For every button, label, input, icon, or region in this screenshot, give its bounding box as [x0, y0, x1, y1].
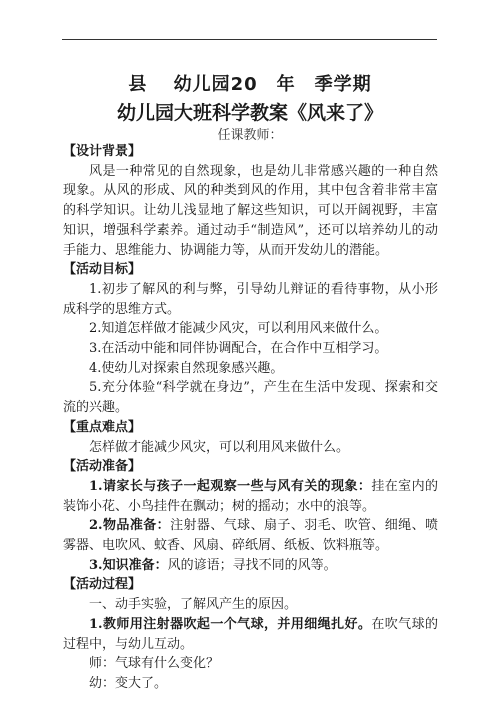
process-step-1-1 [63, 615, 438, 654]
section-heading-goals: 【活动目标】 [63, 262, 142, 278]
section-heading-prep: 【活动准备】 [63, 459, 142, 475]
dialog-child: 幼：变大了。 [89, 675, 168, 691]
prep-item-2-text: 注射器、气球、扇子、羽毛、吹管、细绳、喷雾器、电吹风、蚊香、风扇、碎纸屑、纸板、饮料瓶等。 [63, 518, 438, 554]
section-heading-background: 【设计背景】 [63, 144, 142, 159]
document-title-line1: 县 幼儿园20 年 季学期 [128, 74, 372, 95]
document-body [63, 142, 438, 694]
header-rule [62, 39, 437, 40]
goal-item-3: 3.在活动中能和同伴协调配合，在合作中互相学习。 [89, 341, 388, 357]
prep-item-1 [63, 477, 438, 516]
prep-item-3-text: 风的谚语；寻找不同的风等。 [167, 557, 337, 573]
goal-item-2: 2.知道怎样做才能减少风灾，可以利用风来做什么。 [89, 321, 388, 337]
process-step-1-1-lead: 1.教师用注射器吹起一个气球，并用细绳扎好。 [89, 616, 372, 632]
goal-item-5: 5.充分体验“科学就在身边”，产生在生活中发现、探索和交流的兴趣。 [63, 380, 438, 416]
document-title-line2: 幼儿园大班科学教案《风来了》 [116, 102, 383, 124]
teacher-label: 任课教师： [217, 128, 283, 143]
dialog-teacher: 师：气球有什么变化？ [89, 656, 220, 672]
prep-item-2-lead: 2.物品准备： [89, 518, 171, 534]
prep-item-1-lead: 1.请家长与孩子一起观察一些与风有关的现象： [89, 478, 372, 494]
focus-paragraph: 怎样做才能减少风灾，可以利用风来做什么。 [89, 439, 350, 455]
prep-item-3-lead: 3.知识准备： [89, 557, 168, 573]
goal-item-4: 4.使幼儿对探索自然现象感兴趣。 [89, 360, 284, 376]
process-step-1: 一、动手实验，了解风产生的原因。 [89, 597, 298, 613]
prep-item-2 [63, 516, 438, 555]
process-step-1-1-text: 在吹气球的过程中，与幼儿互动。 [63, 616, 438, 652]
prep-item-1-text: 挂在室内的装饰小花、小鸟挂件在飘动；树的摇动；水中的浪等。 [63, 478, 438, 514]
section-heading-process: 【活动过程】 [63, 577, 142, 593]
background-paragraph: 风是一种常见的自然现象，也是幼儿非常感兴趣的一种自然现象。从风的形成、风的种类到风的作用，其中包含着非常丰富的科学知识。让幼儿浅显地了解这些知识，可以开阔视野，丰富知识，增强科学素养。通过动手“制造风”，还可以培养幼儿的动手能力、思维能力、协调能力等，从而开发幼儿的潜能。 [63, 163, 438, 258]
section-heading-focus: 【重点难点】 [63, 419, 142, 435]
goal-item-1: 1.初步了解风的利与弊，引导幼儿辩证的看待事物，从小形成科学的思维方式。 [63, 281, 438, 317]
prep-item-3 [63, 556, 438, 576]
